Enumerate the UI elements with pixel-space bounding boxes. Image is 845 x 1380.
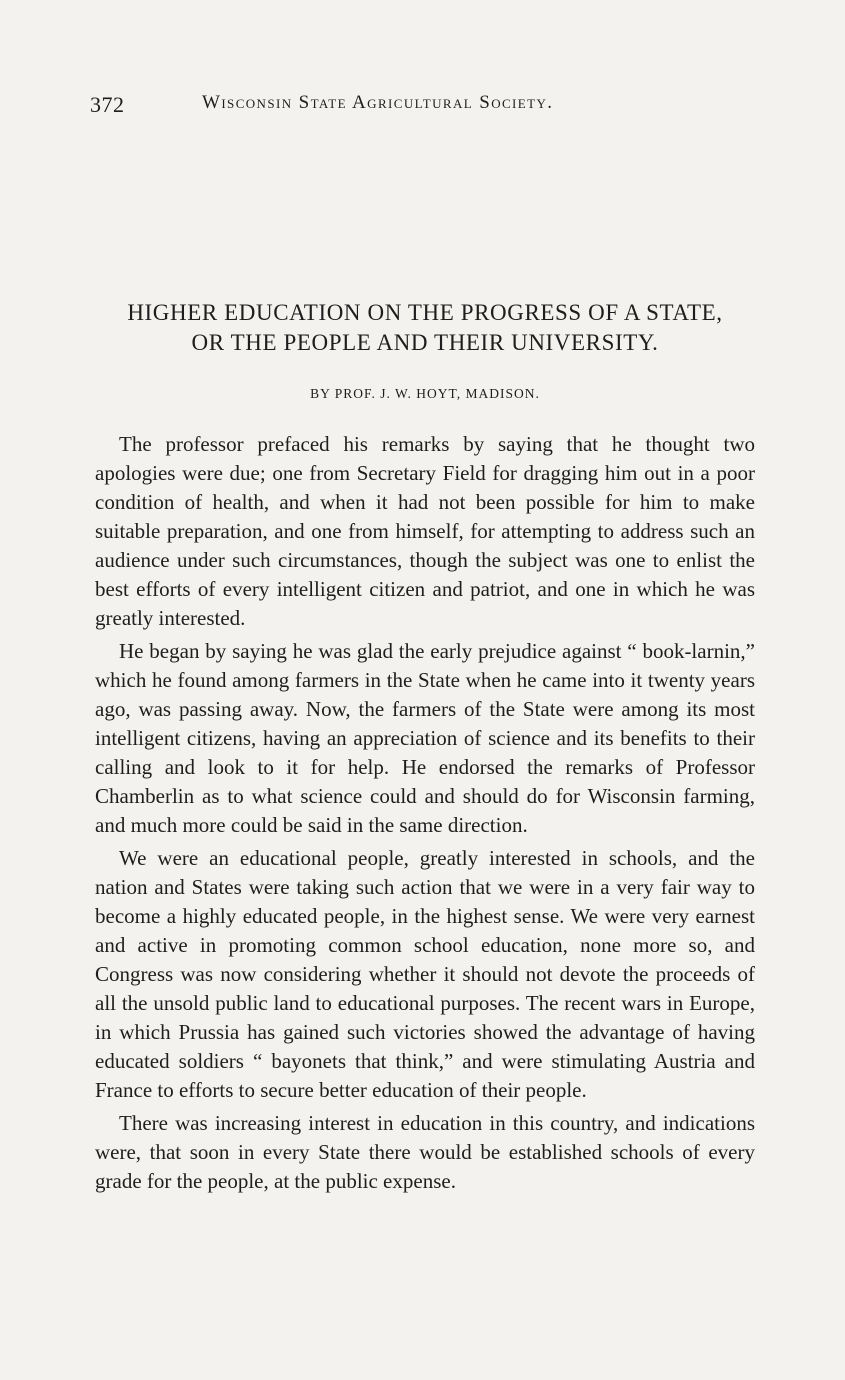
article-title-line-1: HIGHER EDUCATION ON THE PROGRESS OF A STATE, [127,300,723,325]
paragraph: There was increasing interest in education in this country, and indications were, that soon in every State there would be established schools of every grade for the people, at the public expense. [95,1111,755,1193]
paragraph: The professor prefaced his remarks by saying that he thought two apologies were due; one from Secretary Field for dragging him out in a poor condition of health, and when it had not been possible for him to make suitable preparation, and one from himself, for attempting to address such an audience under such circumstances, though the subject was one to enlist the best efforts of every intelligent citizen and patriot, and one in which he was greatly interested. [95,432,755,630]
article-byline: BY PROF. J. W. HOYT, MADISON. [310,386,540,401]
article-title [85,298,765,358]
paragraph: He began by saying he was glad the early prejudice against “ book-larnin,” which he found among farmers in the State when he came into it twenty years ago, was passing away. Now, the farmers of the State were among its most intelligent citizens, having an appreciation of science and its benefits to their calling and look to it for help. He endorsed the remarks of Professor Chamberlin as to what science could and should do for Wisconsin farming, and much more could be said in the same direction. [95,639,755,837]
page-number: 372 [90,92,125,117]
running-title: Wisconsin State Agricultural Society. [202,92,554,113]
paragraph: We were an educational people, greatly interested in schools, and the nation and States were taking such action that we were in a very fair way to become a highly educated people, in the highest sense. We were very earnest and active in promoting common school education, none more so, and Congress was now considering whether it should not devote the proceeds of all the unsold public land to educational purposes. The recent wars in Europe, in which Prussia has gained such victories showed the advantage of having educated soldiers “ bayonets that think,” and were stimulating Austria and France to efforts to secure better education of their people. [95,846,755,1102]
article-title-line-2: OR THE PEOPLE AND THEIR UNIVERSITY. [191,330,659,355]
running-head [90,92,650,122]
article-body [95,430,755,1200]
